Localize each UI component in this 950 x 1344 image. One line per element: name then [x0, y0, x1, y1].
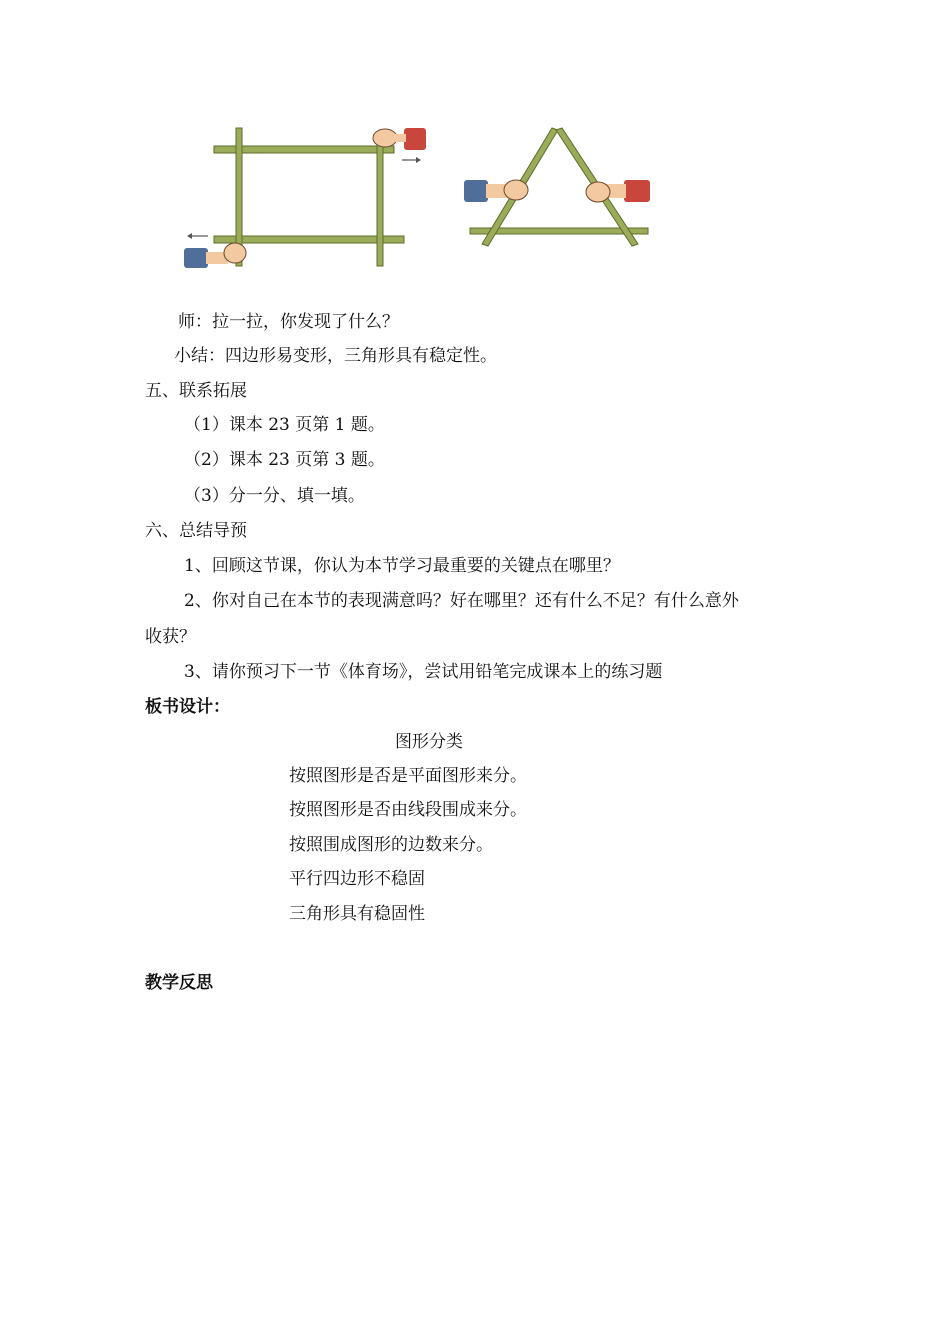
sleeve — [404, 128, 426, 150]
teacher-prompt: 师：拉一拉，你发现了什么？ — [178, 312, 399, 332]
arrow-right-icon — [402, 157, 421, 163]
hand-icon — [373, 128, 426, 150]
sleeve — [624, 180, 650, 202]
board-design-title: 图形分类 — [395, 732, 463, 752]
section6-heading: 六、总结导预 — [145, 521, 247, 541]
section5-item: （2）课本 23 页第 3 题。 — [184, 450, 385, 470]
rectangle-stick-frame — [184, 128, 426, 268]
fist — [224, 243, 246, 263]
board-design-line: 按照图形是否是平面图形来分。 — [289, 766, 527, 786]
sleeve — [184, 248, 208, 268]
section6-item: 3、请你预习下一节《体育场》，尝试用铅笔完成课本上的练习题 — [184, 662, 663, 682]
hand-icon — [586, 180, 650, 202]
stick-frames-illustration — [170, 118, 670, 278]
fist — [504, 180, 528, 200]
section5-item: （3）分一分、填一填。 — [184, 486, 365, 506]
board-design-line: 平行四边形不稳固 — [289, 869, 425, 889]
triangle-stick-frame — [464, 128, 650, 246]
fist — [586, 182, 610, 202]
section5-item: （1）课本 23 页第 1 题。 — [184, 415, 385, 435]
wrist — [392, 134, 406, 142]
board-design-heading: 板书设计： — [145, 697, 230, 717]
board-design-line: 按照围成图形的边数来分。 — [289, 835, 493, 855]
rect-right-stick — [377, 132, 383, 266]
reflection-heading: 教学反思 — [145, 973, 213, 993]
summary-text: 小结：四边形易变形，三角形具有稳定性。 — [174, 346, 497, 366]
section6-item: 2、你对自己在本节的表现满意吗？好在哪里？还有什么不足？有什么意外 — [184, 591, 739, 611]
sleeve — [464, 180, 488, 202]
section5-heading: 五、联系拓展 — [145, 381, 247, 401]
board-design-line: 按照图形是否由线段围成来分。 — [289, 800, 527, 820]
board-design-line: 三角形具有稳固性 — [289, 904, 425, 924]
arrow-left-icon — [187, 233, 208, 239]
section6-item-continuation: 收获？ — [145, 627, 196, 647]
section6-item: 1、回顾这节课，你认为本节学习最重要的关键点在哪里？ — [184, 556, 620, 576]
hand-icon — [464, 180, 528, 202]
